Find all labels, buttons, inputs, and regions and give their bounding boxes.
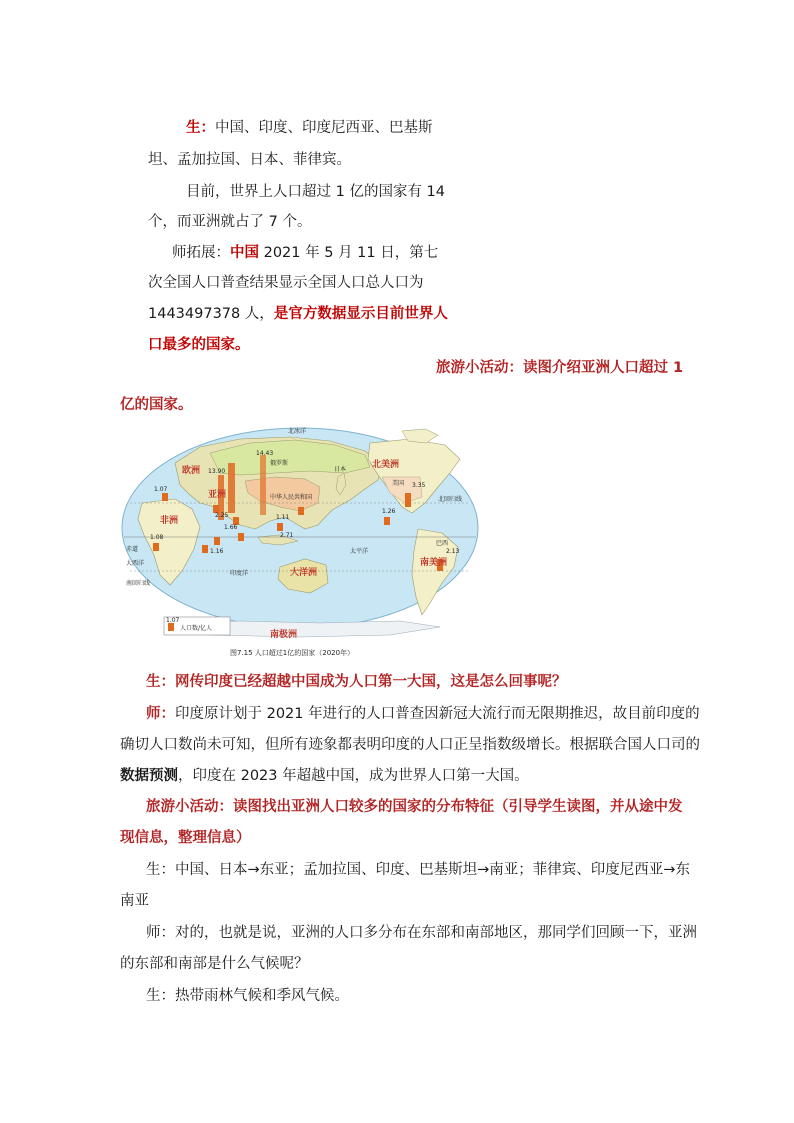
continent-label: 北美洲 — [372, 460, 400, 470]
teacher-question-line-2: 的东部和南部是什么气候呢？ — [120, 956, 309, 972]
teacher-extension-line-2: 次全国人口普查结果显示全国人口总人口为 — [148, 275, 424, 291]
teacher-extension-line-1: 师拓展：中国 2021 年 5 月 11 日，第七 — [172, 245, 439, 261]
value-label: 1.11 — [276, 514, 290, 521]
ocean-label: 太平洋 — [350, 548, 369, 555]
continent-label: 非洲 — [160, 516, 179, 526]
value-label: 14.43 — [256, 450, 274, 457]
continent-label: 南美洲 — [420, 558, 448, 568]
value-label: 13.90 — [208, 468, 226, 475]
value-label: 1.07 — [154, 486, 168, 493]
bar-china — [228, 463, 235, 513]
teacher-extension-line-3: 1443497378 人，是官方数据显示目前世界人 — [148, 306, 448, 322]
fact-line-1: 目前，世界上人口超过 1 亿的国家有 14 — [186, 184, 446, 200]
value-label: 1.26 — [382, 508, 396, 515]
legend-label: 人口数/亿人 — [180, 625, 213, 632]
cyl-12 — [202, 545, 208, 553]
student-answer-line-1: 生：中国、日本→东亚；孟加拉国、印度、巴基斯坦→南亚；菲律宾、印度尼西亚→东 — [146, 862, 690, 878]
china-highlight: 中国 — [230, 245, 259, 261]
place-label: 巴西 — [436, 540, 449, 547]
place-label: 俄罗斯 — [270, 460, 289, 467]
cyl-7 — [298, 507, 304, 515]
teacher-answer-line-1: 师：印度原计划于 2021 年进行的人口普查因新冠大流行而无限期推迟，故目前印度的 — [146, 706, 700, 722]
student-answer-line-2: 南亚 — [120, 893, 149, 909]
activity-1-title-cont: 亿的国家。 — [120, 397, 193, 413]
student-label: 生： — [186, 120, 215, 136]
teacher-answer-line-3: 数据预测，印度在 2023 年超越中国，成为世界人口第一大国。 — [120, 768, 529, 784]
continent-label: 欧洲 — [182, 466, 201, 476]
continent-label: 大洋洲 — [290, 568, 318, 578]
map-caption: 图7.15 人口超过1亿的国家（2020年） — [230, 649, 355, 657]
place-label: 日本 — [334, 466, 347, 473]
activity-2-title: 旅游小活动：读图找出亚洲人口较多的国家的分布特征（引导学生读图，并从途中发 — [146, 799, 683, 815]
teacher-question-line-1: 师：对的，也就是说，亚洲的人口多分布在东部和南部地区，那同学们回顾一下，亚洲 — [146, 925, 697, 941]
ocean-label: 北冰洋 — [288, 428, 307, 435]
teacher-extension-line-4: 口最多的国家。 — [148, 337, 250, 353]
legend-cylinder-icon — [168, 623, 174, 631]
value-label: 1.66 — [224, 524, 238, 531]
legend-value: 1.07 — [166, 617, 180, 624]
answer-line-1: 生：中国、印度、印度尼西亚、巴基斯 — [186, 120, 433, 136]
ocean-label: 大西洋 — [126, 560, 145, 567]
activity-2-title-cont: 现信息，整理信息） — [120, 830, 251, 846]
place-label: 赤道 — [126, 546, 139, 553]
fact-line-2: 个，而亚洲就占了 7 个。 — [148, 214, 312, 230]
student-answer-final: 生：热带雨林气候和季风气候。 — [146, 988, 349, 1004]
cyl-10 — [405, 493, 411, 507]
cyl-8 — [153, 543, 159, 551]
teacher-answer-line-2: 确切人口数尚未可知，但所有迹象都表明印度的人口正呈指数级增长。根据联合国人口司的 — [120, 737, 700, 753]
place-label: 南回归线 — [126, 580, 151, 587]
place-label: 中华人民共和国 — [270, 494, 313, 501]
ocean-label: 印度洋 — [230, 570, 249, 577]
value-label: 2.71 — [280, 532, 294, 539]
value-label: 3.35 — [412, 482, 426, 489]
world-population-map — [120, 425, 480, 662]
cyl-4 — [238, 533, 244, 541]
continent-label: 亚洲 — [208, 490, 227, 500]
value-label: 1.16 — [210, 548, 224, 555]
cyl-5 — [214, 537, 220, 545]
value-label: 2.25 — [215, 512, 229, 519]
place-label: 北回归线 — [438, 496, 463, 503]
cyl-1 — [162, 493, 168, 501]
place-label: 美国 — [392, 480, 405, 487]
value-label: 1.08 — [150, 534, 164, 541]
student-question: 生：网传印度已经超越中国成为人口第一大国，这是怎么回事呢？ — [146, 674, 567, 690]
bar-russia-china — [260, 455, 266, 515]
activity-1-title: 旅游小活动：读图介绍亚洲人口超过 1 — [436, 360, 684, 376]
cyl-6 — [277, 523, 283, 531]
cyl-9 — [384, 517, 390, 525]
value-label: 2.13 — [446, 548, 460, 555]
continent-label: 南极洲 — [270, 630, 298, 640]
answer-line-2: 坦、孟加拉国、日本、菲律宾。 — [148, 152, 351, 168]
